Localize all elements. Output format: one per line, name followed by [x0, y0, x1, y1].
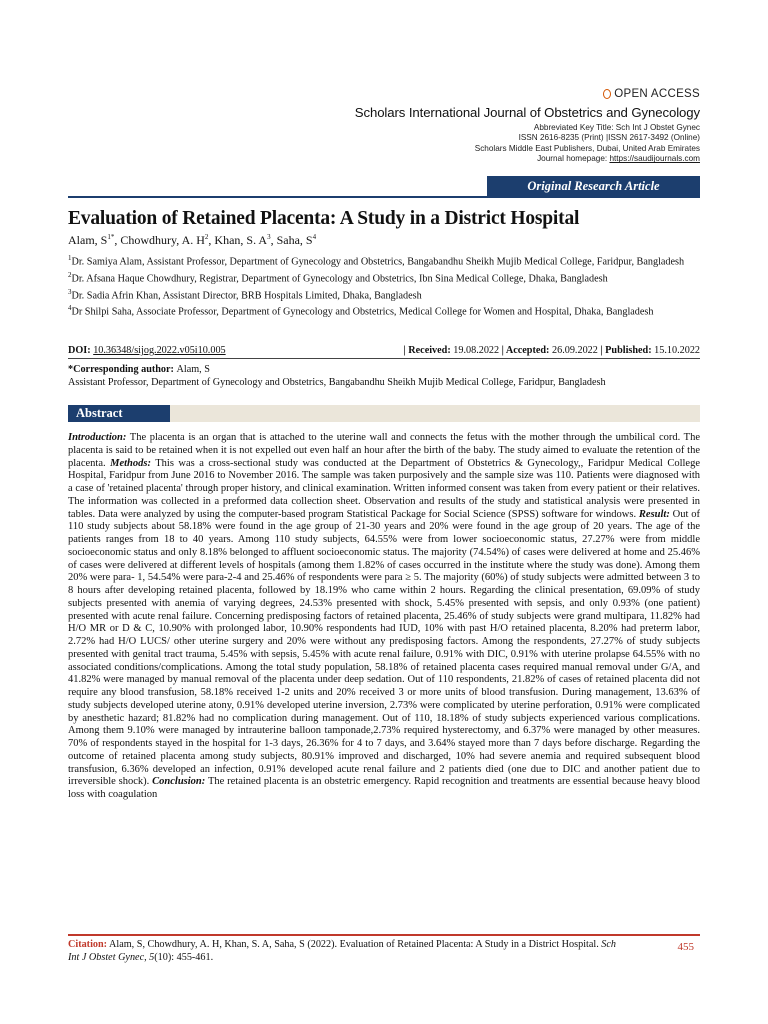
homepage-link[interactable]: https://saudijournals.com [609, 154, 700, 164]
open-access-label: OPEN ACCESS [614, 88, 700, 100]
doi-divider [68, 358, 700, 359]
journal-homepage [355, 154, 700, 164]
doi-dates-row [68, 345, 700, 356]
abstract-methods-label: Methods: [110, 457, 151, 469]
affiliation-item: $^4$Dr Shilpi Saha, Associate Professor, Department of Gynecology and Obstetrics, Medical College for Women and Hospital, Dhaka, Bangladesh [68, 304, 654, 318]
author-list [68, 233, 316, 248]
journal-header [355, 88, 700, 165]
affiliation-item: $^2$Dr. Afsana Haque Chowdhury, Registrar, Department of Gynecology and Obstetrics, Ibn Sina Medical College, Dhaka, Bangladesh [68, 270, 608, 285]
doi-link[interactable]: 10.36348/sijog.2022.v05i10.005 [93, 345, 226, 356]
corresponding-author: *Corresponding author: Alam, S Assistant Professor, Department of Gynecology and Obstetrics, Bangabandhu Sheikh Mujib Medical College, Faridpur, Bangladesh [68, 364, 606, 388]
journal-meta [355, 123, 700, 165]
affiliations [68, 252, 700, 319]
abstract-body: Introduction: The placenta is an organ that is attached to the uterine wall and connects the fetus with the mother through the umbilical cord. The placenta is said to be retained when it is not expelled out even half an hour after the birth of the baby. The study aimed to evaluate the retention of the placenta. Methods: This was a cross-sectional study was conducted at the Department of Obstetrics & Gynecology,, Faridpur Medical College Hospital, Faridpur from June 2016 to November 2016. The sample was taken purposively and the sample size was 110. Patients were diagnosed with a case of 'retained placenta' through proper history, and clinical examination. Written informed consent was taken from every patient or their relatives. The information was collected in a preformed data collection sheet. Observation and results of the study and statistical analysis were presented in tables. Data were analyzed by using the computer-based program Statistical Package for Social Science (SPSS) software for windows. Result: Out of 110 study subjects about 58.18% were found in the age group of 21-30 years and 20% were found in the age group of 20 years. The age of the patients ranges from 18 to 40 years. Among 110 study subjects, 64.55% were from lower socioeconomic status, 27.27% were from middle socioeconomic status and only 8.18% belonged to affluent socioeconomic status. The majority (74.54%) of cases were delivered at home and 25.46% of cases were delivered at different levels of hospitals (among them 1.82% of cases occurred in the institute where the study was done). Among them 20% were para- 1, 54.54% were para-2-4 and 25.46% of respondents were para ≥ 5. The majority (60%) of study subjects were admitted between 3 to 8 hours after developing retained placenta, followed by 18.19% who came within 2 hours. Regarding the clinical presentation, 69.09% of study subjects presented with anemia of varying degrees, 24.53% presented with shock, 5.45% presented with sepsis, and only 0.93% (one patient) presented with acute renal failure. Concerning predisposing factors of retained placenta, 25.46% of study subjects were grand multipara, 11.82% had H/O MR or D & C, 10.90% with prolonged labor, 10.90% respondents had IUD, 10% with past H/O retained placenta, 8.20% had preterm labor, 2.72% had H/O LUCS/ other uterine surgery and 20% were without any predisposing factors. Among the respondents, 27.27% of study subjects presented with genital tract trauma, 5.45% with sepsis, 5.45% with acute renal failure, 0.91% with DIC, 0.91% with uterine prolapse 64.55% with no associated conditions/complications. Among the total study population, 58.18% of retained placenta cases required manual removal under G/A, and 41.82% were managed by manual removal of the placenta under deep sedation. Out of 110 respondents, 21.82% of cases of retained placenta did not require any blood transfusion, 58.18% received 1-2 units and 20% received 3 or more units of blood transfusion. During management, 13.63% of study subjects developed uterine atony, 0.91% developed uterine inversion, 2.73% were complicated by uterine perforation, 0.91% were complicated by anesthetic hazard; 81.82% had no complication during management. Out of 110, 18.18% of study subjects experienced various complications. Among them 9.10% were managed by intrauterine balloon tamponade,2.73% required hysterectomy, and 6.37% were managed by other measures. 70% of respondents stayed in the hospital for 1-3 days, 26.36% for 4 to 7 days, and 3.64% stayed more than 7 days before discharge. Regarding the outcome of retained placenta among study subjects, 80.91% improved and discharged, 10% had severe anemia and required subsequent blood transfusion, 6.36% developed an infection, 0.91% developed acute renal failure and 2 patients died (one due to DIC and another patient due to irreversible shock). Conclusion: The retained placenta is an obstetric emergency. Rapid recognition and treatments are essential because heavy blood loss with coagulation [68, 432, 701, 800]
citation: Citation: Alam, S, Chowdhury, A. H, Khan, S. A, Saha, S (2022). Evaluation of Retained Placenta: A Study in a District Hospital. Sch Int J Obstet Gynec, 5(10): 455-461. [68, 939, 617, 963]
article-type-banner: Original Research Article [487, 176, 700, 196]
author: Saha, $S^4$ [276, 233, 317, 247]
page-number: 455 [677, 941, 694, 953]
header-divider [68, 196, 700, 198]
journal-publisher: Scholars Middle East Publishers, Dubai, United Arab Emirates [474, 143, 700, 153]
affiliation-item: $^3$Dr. Sadia Afrin Khan, Assistant Director, BRB Hospitals Limited, Dhaka, Bangladesh [68, 287, 422, 301]
doi: DOI: 10.36348/sijog.2022.v05i10.005 [68, 345, 226, 356]
abstract-intro-label: Introduction: [68, 432, 127, 443]
journal-title: Scholars International Journal of Obstetrics and Gynecology [354, 105, 700, 120]
dates: | Received: 19.08.2022 | Accepted: 26.09.2022 | Published: 15.10.2022 [403, 345, 700, 356]
affiliation-item: $^1$Dr. Samiya Alam, Assistant Professor, Department of Gynecology and Obstetrics, Bangabandhu Sheikh Mujib Medical College, Faridpur, Bangladesh [68, 254, 685, 268]
footer-divider [68, 934, 700, 936]
abstract-heading: Abstract [68, 405, 170, 422]
author: Khan, S. $A^3$, [214, 233, 277, 247]
abstract-conclusion-label: Conclusion: [152, 776, 206, 788]
homepage-label: Journal homepage: [537, 154, 610, 164]
open-access-lock-icon [603, 89, 611, 99]
abstract-result-label: Result: [638, 508, 670, 520]
journal-issn: ISSN 2616-8235 (Print) |ISSN 2617-3492 (Online) [518, 133, 700, 143]
author: Chowdhury, A. $H^2$, [120, 233, 215, 247]
author: Alam, $S^{1*}$, [68, 233, 121, 247]
journal-key-title: Abbreviated Key Title: Sch Int J Obstet Gynec [533, 123, 700, 132]
open-access-badge [355, 88, 700, 100]
article-title: Evaluation of Retained Placenta: A Study in a District Hospital [68, 208, 580, 229]
